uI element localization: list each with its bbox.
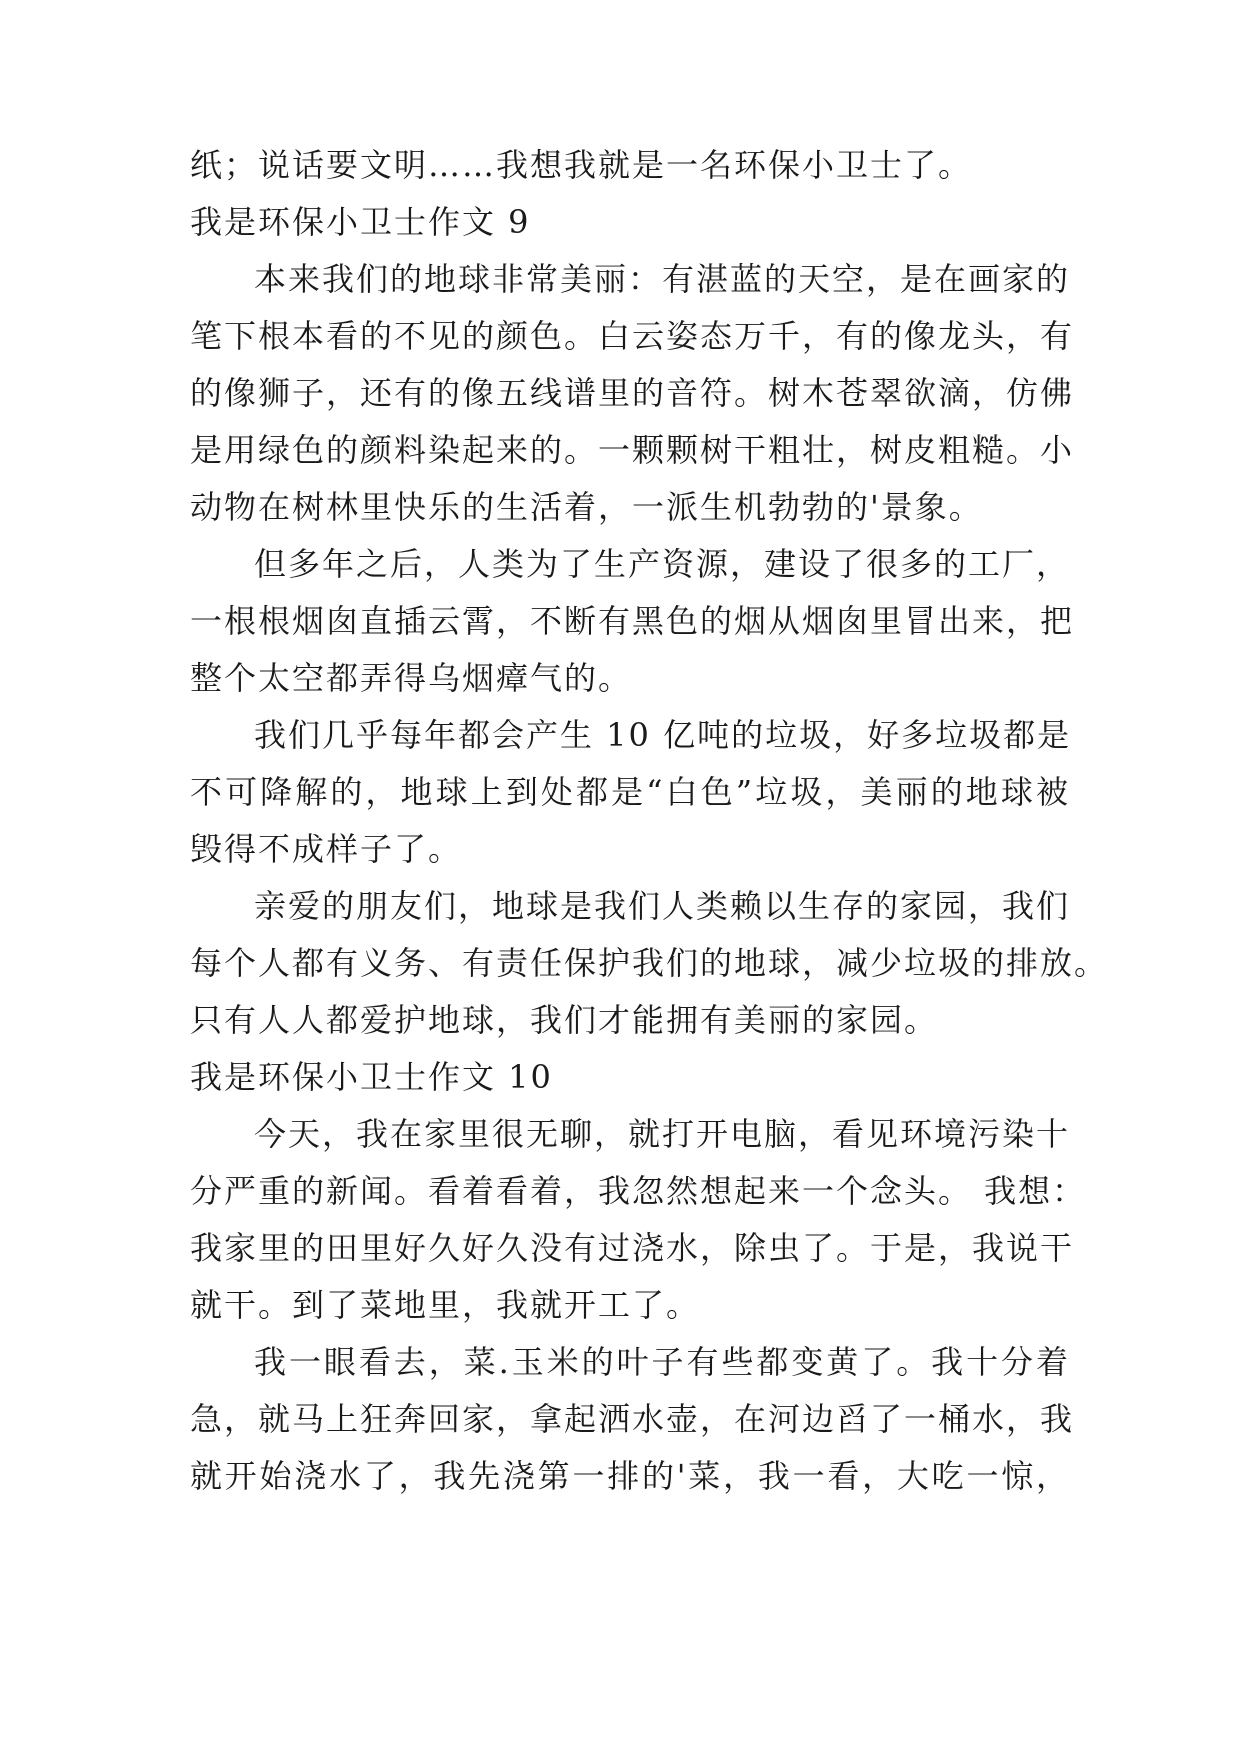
text-line: 我一眼看去，菜.玉米的叶子有些都变黄了。我十分着	[254, 1343, 1070, 1381]
text-line: 毁得不成样子了。	[190, 830, 463, 868]
text-line: 纸；说话要文明……我想我就是一名环保小卫士了。	[190, 146, 973, 184]
text-line: 动物在树林里快乐的生活着，一派生机勃勃的'景象。	[190, 488, 983, 526]
text-line: 急，就马上狂奔回家，拿起洒水壶，在河边舀了一桶水，我	[190, 1400, 1075, 1438]
text-line: 整个太空都弄得乌烟瘴气的。	[190, 659, 633, 697]
text-line: 我们几乎每年都会产生 10 亿吨的垃圾，好多垃圾都是	[254, 716, 1072, 754]
text-line: 的像狮子，还有的像五线谱里的音符。树木苍翠欲滴，仿佛	[190, 374, 1075, 412]
text-line: 分严重的新闻。看着看着，我忽然想起来一个念头。 我想：	[190, 1172, 1087, 1210]
section-heading: 我是环保小卫士作文 9	[190, 203, 531, 241]
text-line: 是用绿色的颜料染起来的。一颗颗树干粗壮，树皮粗糙。小	[190, 431, 1075, 469]
text-line: 就开始浇水了，我先浇第一排的'菜，我一看，大吃一惊，	[190, 1457, 1070, 1495]
text-line: 就干。到了菜地里，我就开工了。	[190, 1286, 701, 1324]
text-line: 不可降解的，地球上到处都是“白色”垃圾，美丽的地球被	[190, 773, 1070, 811]
text-line: 亲爱的朋友们，地球是我们人类赖以生存的家园，我们	[254, 887, 1071, 925]
text-line: 每个人都有义务、有责任保护我们的地球，减少垃圾的排放。	[190, 944, 1109, 982]
text-line: 本来我们的地球非常美丽：有湛蓝的天空，是在画家的	[254, 260, 1071, 298]
text-line: 笔下根本看的不见的颜色。白云姿态万千，有的像龙头，有	[190, 317, 1075, 355]
text-line: 只有人人都爱护地球，我们才能拥有美丽的家园。	[190, 1001, 939, 1039]
section-heading: 我是环保小卫士作文 10	[190, 1058, 553, 1096]
text-line: 我家里的田里好久好久没有过浇水，除虫了。于是，我说干	[190, 1229, 1075, 1267]
text-line: 一根根烟囱直插云霄，不断有黑色的烟从烟囱里冒出来，把	[190, 602, 1075, 640]
text-line: 但多年之后，人类为了生产资源，建设了很多的工厂，	[254, 545, 1071, 583]
text-line: 今天，我在家里很无聊，就打开电脑，看见环境污染十	[254, 1115, 1071, 1153]
